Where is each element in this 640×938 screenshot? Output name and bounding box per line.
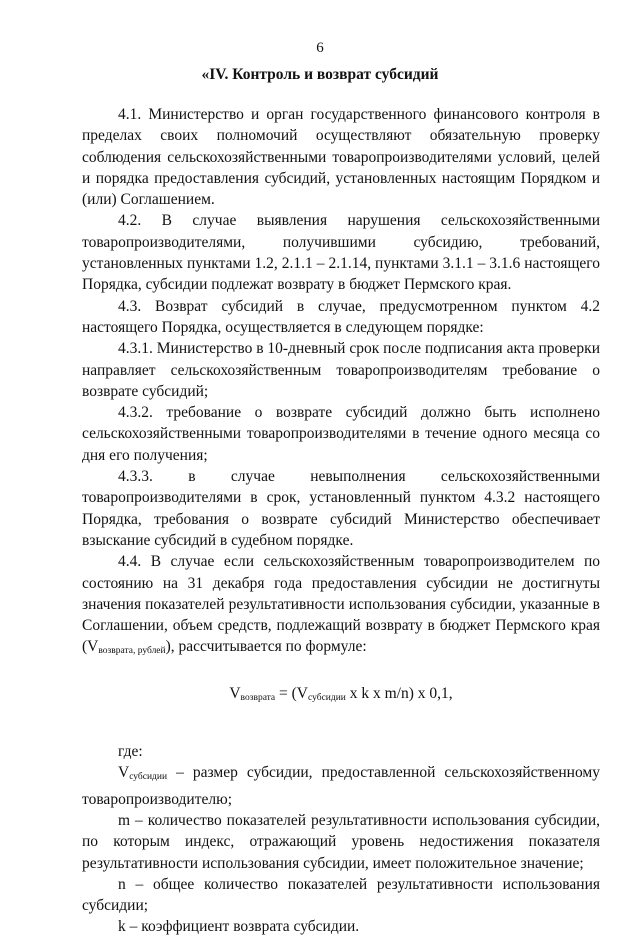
formula-tail: x k x m/n) x 0,1, [345, 684, 453, 702]
document-body [82, 104, 600, 938]
definition-k: k – коэффициент возврата субсидии. [118, 918, 360, 936]
paragraph-4-4-subscript: возврата, рублей [98, 646, 166, 657]
paragraph-4-4 [82, 551, 600, 662]
formula-v: V [229, 684, 241, 702]
where-label: где: [118, 743, 143, 761]
formula-mid: = (V [275, 684, 309, 702]
paragraph-4-3-2: 4.3.2. требование о возврате субсидий должно быть исполнено сельскохозяйственными товаропроизводителями в течение одного месяца со дня его получения; [82, 404, 600, 464]
paragraph-4-3: 4.3. Возврат субсидий в случае, предусмотренном пунктом 4.2 настоящего Порядка, осуществляется в следующем порядке: [82, 297, 600, 336]
formula [82, 683, 600, 709]
definition-m: m – количество показателей результативности использования субсидии, по которым индекс, отражающий уровень недостижения показателя результативности использования субсидии, имеет положительное значение; [82, 811, 600, 872]
paragraph-4-1: 4.1. Министерство и орган государственного финансового контроля в пределах своих полномочий осуществляют обязательную проверку соблюдения сельскохозяйственными товаропроизводителями условий, целей и порядка предоставления субсидий, установленных настоящим Порядком и (или) Соглашением. [82, 106, 600, 209]
formula-sub-return: возврата [240, 692, 276, 703]
paragraph-4-3-3: 4.3.3. в случае невыполнения сельскохозяйственными товаропроизводителями в срок, установленный пунктом 4.3.2 настоящего Порядка, требования о возврате субсидий Министерство обеспечивает взыскание субсидий в судебном порядке. [82, 468, 600, 549]
definition-n: n – общее количество показателей результативности использования субсидии; [82, 875, 600, 915]
paragraph-4-3-1: 4.3.1. Министерство в 10-дневный срок после подписания акта проверки направляет сельскохозяйственным товаропроизводителям требование о возврате субсидий; [82, 340, 600, 400]
definition-vsubsidy-v: V [118, 764, 130, 782]
definition-vsubsidy-text: – размер субсидии, предоставленной сельскохозяйственному товаропроизводителю; [82, 764, 600, 808]
paragraph-4-4-text: 4.4. В случае если сельскохозяйственным товаропроизводителем по состоянию на 31 декабря года предоставления субсидии не достигнуты значения показателей результативности использования субсидии, указанные в Соглашении, объем средств, подлежащий возврату в бюджет Пермского края (V [82, 553, 600, 656]
paragraph-4-2: 4.2. В случае выявления нарушения сельскохозяйственными товаропроизводителями, получившими субсидию, требований, установленных пунктами 1.2, 2.1.1 – 2.1.14, пунктами 3.1.1 – 3.1.6 настоящего Порядка, субсидии подлежат возврату в бюджет Пермского края. [82, 212, 600, 294]
formula-sub-subsidy: субсидии [308, 692, 346, 703]
page-number: 6 [316, 40, 324, 56]
definition-vsubsidy [82, 762, 600, 810]
paragraph-4-4-tail: ), рассчитывается по формуле: [165, 638, 367, 656]
section-heading: «IV. Контроль и возврат субсидий [201, 66, 439, 83]
definition-vsubsidy-subscript: субсидии [129, 772, 168, 783]
